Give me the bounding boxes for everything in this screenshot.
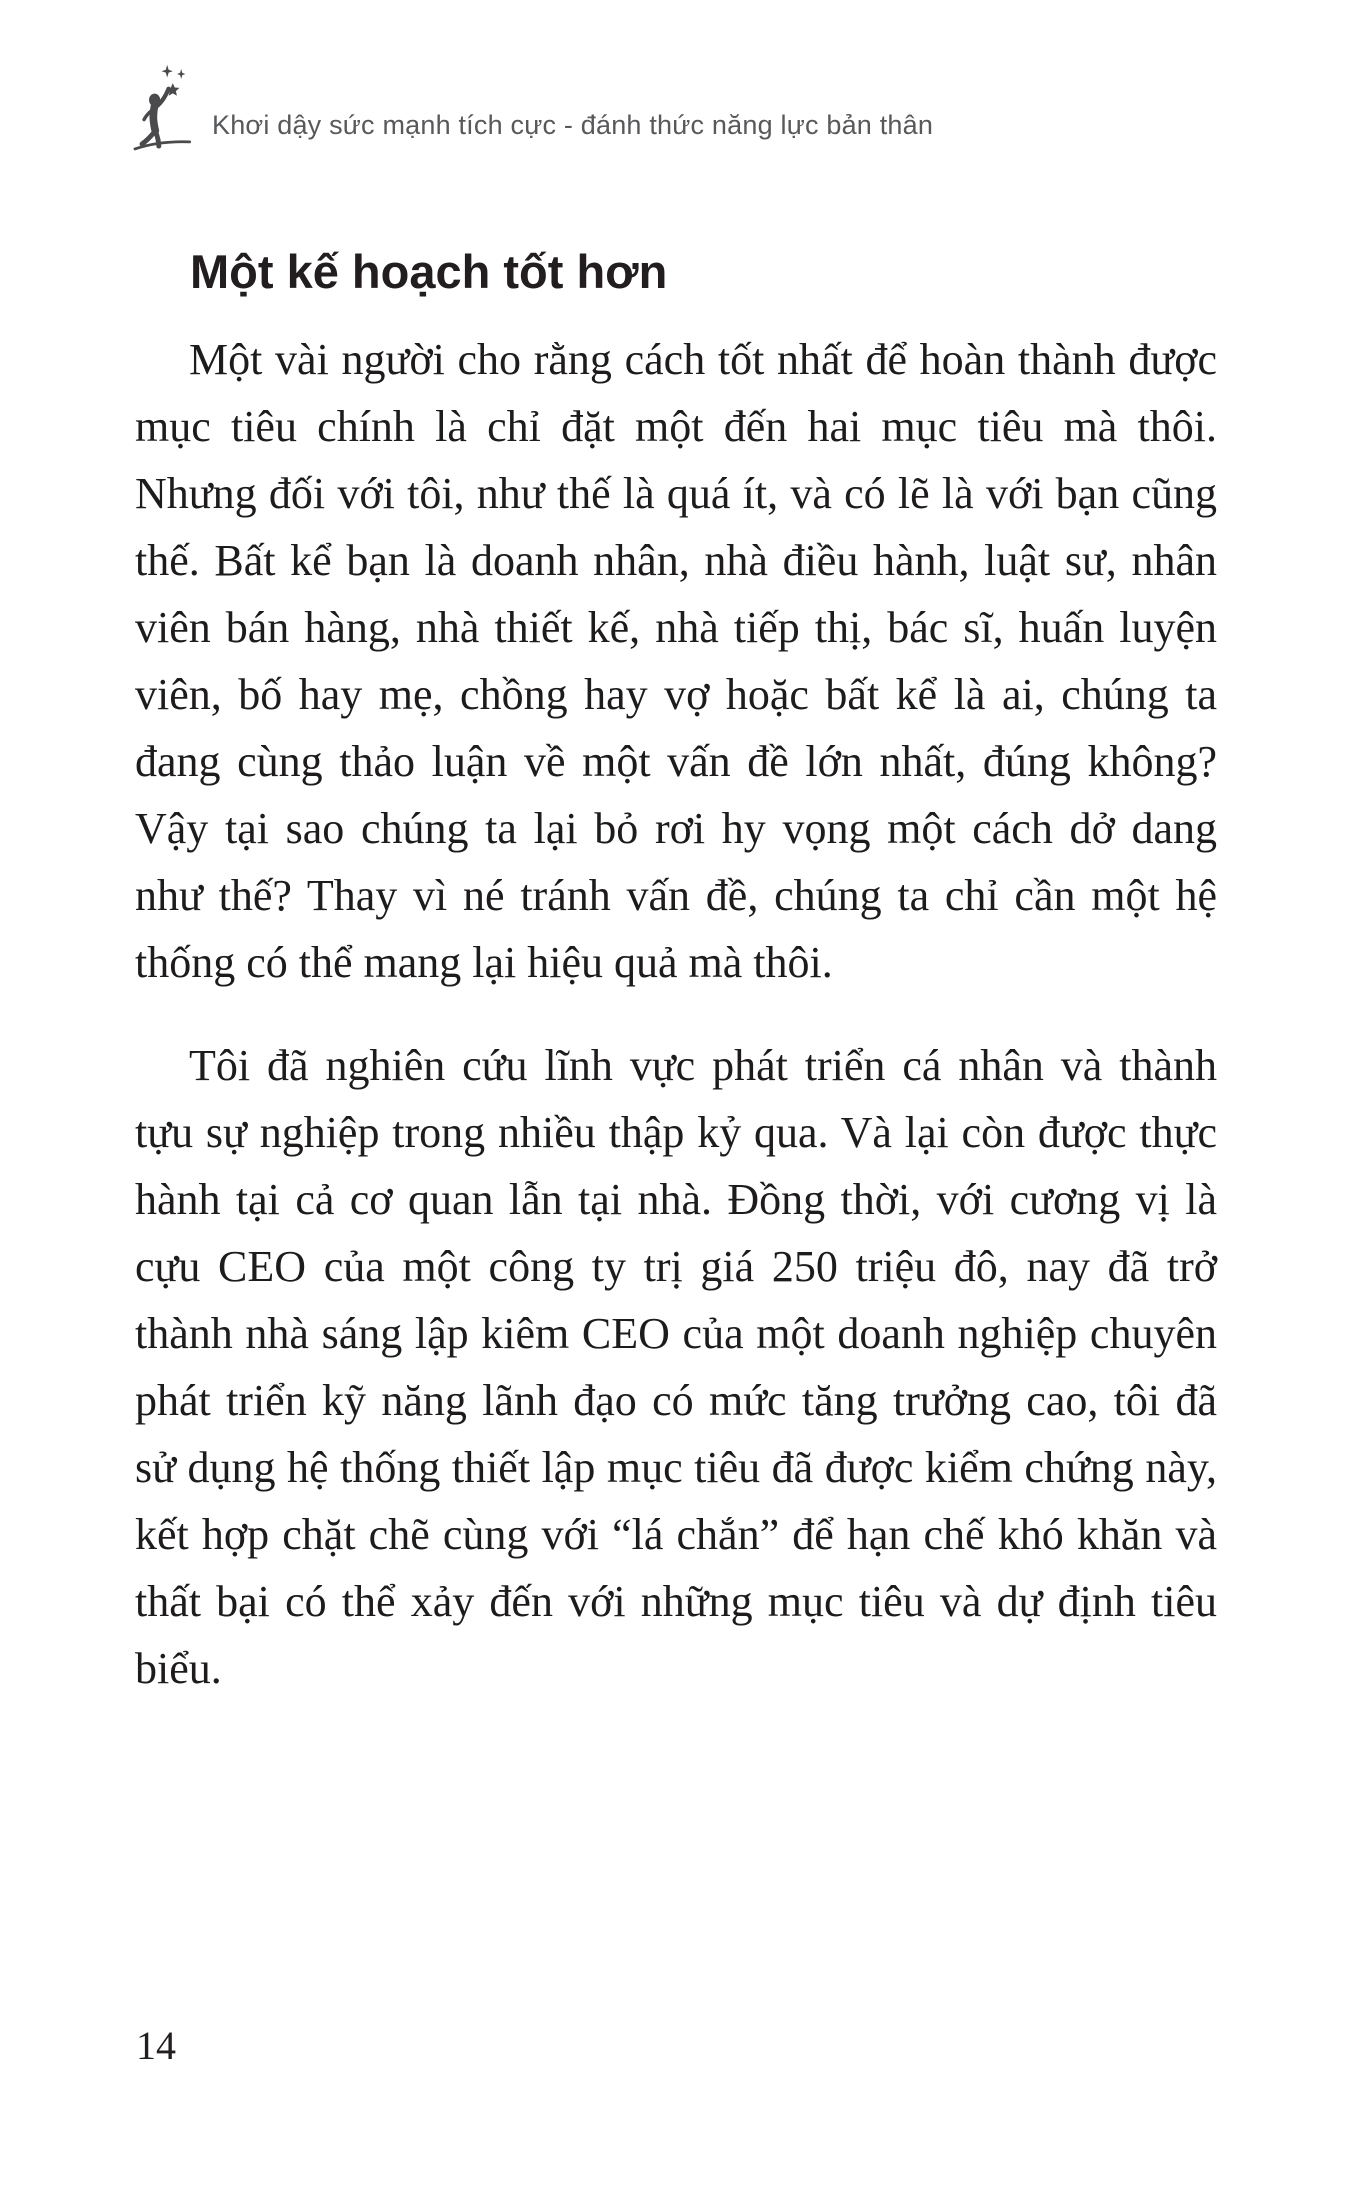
page-number: 14: [136, 2023, 176, 2068]
running-head: Khơi dậy sức mạnh tích cực - đánh thức năng lực bản thân: [212, 110, 934, 140]
paragraph: Tôi đã nghiên cứu lĩnh vực phát triển cá nhân và thành tựu sự nghiệp trong nhiều thập kỷ qua. Và lại còn được thực hành tại cả cơ quan lẫn tại nhà. Đồng thời, với cương vị là cựu CEO của một công ty trị giá 250 triệu đô, nay đã trở thành nhà sáng lập kiêm CEO của một doanh nghiệp chuyên phát triển kỹ năng lãnh đạo có mức tăng trưởng cao, tôi đã sử dụng hệ thống thiết lập mục tiêu đã được kiểm chứng này, kết hợp chặt chẽ cùng với “lá chắn” để hạn chế khó khăn và thất bại có thể xảy đến với những mục tiêu và dự định tiêu biểu.: [135, 1041, 1217, 1693]
person-reaching-stars-icon: [128, 63, 198, 155]
page-header: [128, 60, 1228, 155]
paragraph: Một vài người cho rằng cách tốt nhất để hoàn thành được mục tiêu chính là chỉ đặt một đến hai mục tiêu mà thôi. Nhưng đối với tôi, như thế là quá ít, và có lẽ là với bạn cũng thế. Bất kể bạn là doanh nhân, nhà điều hành, luật sư, nhân viên bán hàng, nhà thiết kế, nhà tiếp thị, bác sĩ, huấn luyện viên, bố hay mẹ, chồng hay vợ hoặc bất kể là ai, chúng ta đang cùng thảo luận về một vấn đề lớn nhất, đúng không? Vậy tại sao chúng ta lại bỏ rơi hy vọng một cách dở dang như thế? Thay vì né tránh vấn đề, chúng ta chỉ cần một hệ thống có thể mang lại hiệu quả mà thôi.: [135, 335, 1217, 987]
body-text: [135, 326, 1217, 1702]
section-title: Một kế hoạch tốt hơn: [190, 245, 668, 298]
